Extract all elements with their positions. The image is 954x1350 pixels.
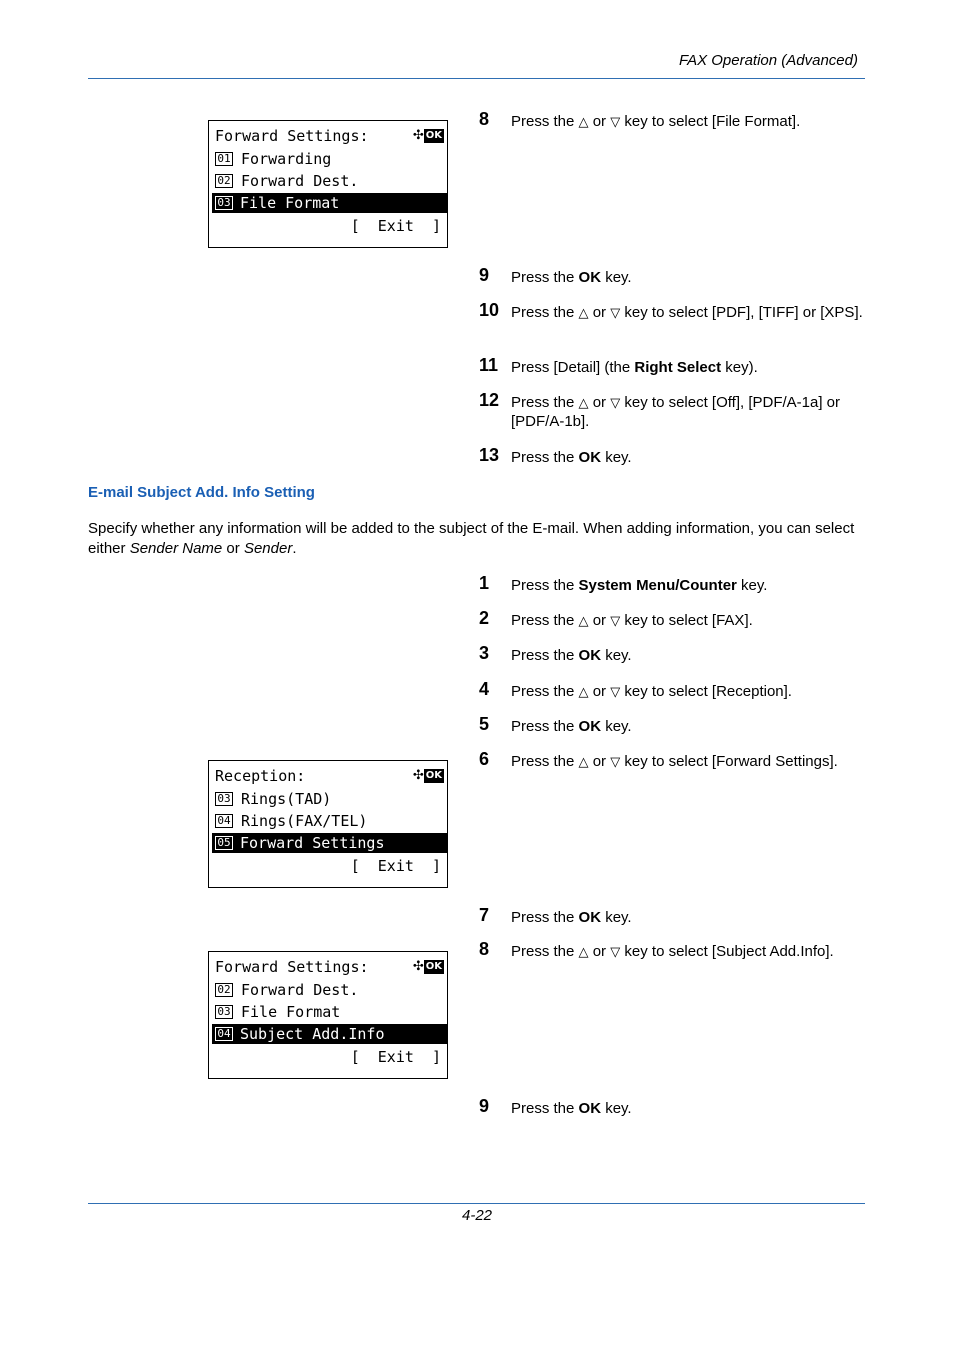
menu-item-label: Forward Dest.	[241, 172, 359, 190]
down-arrow-icon: ▽	[610, 114, 621, 129]
down-arrow-icon: ▽	[610, 684, 621, 699]
up-arrow-icon: △	[578, 114, 589, 129]
step-6: 6 Press the △ or ▽ key to select [Forward Settings].	[479, 749, 838, 770]
menu-item-label: Forward Settings	[240, 834, 385, 852]
item-number-badge: 03	[215, 1005, 233, 1019]
step-12-pdfa: 12 Press the △ or ▽ key to select [Off], [PDF/A-1a] or [PDF/A-1b].	[479, 390, 841, 430]
up-arrow-icon: △	[578, 754, 589, 769]
running-header: FAX Operation (Advanced)	[679, 52, 858, 69]
item-number-badge: 04	[215, 1027, 233, 1041]
up-arrow-icon: △	[578, 944, 589, 959]
down-arrow-icon: ▽	[610, 305, 621, 320]
down-arrow-icon: ▽	[610, 395, 621, 410]
navigation-icon: ✣	[412, 768, 424, 783]
lcd-screen-file-format	[208, 120, 448, 248]
item-number-badge: 01	[215, 152, 233, 166]
navigation-icon: ✣	[412, 959, 424, 974]
item-number-badge: 04	[215, 814, 233, 828]
lcd-title: Forward Settings:	[215, 127, 369, 145]
up-arrow-icon: △	[578, 684, 589, 699]
menu-item-label: File Format	[240, 194, 340, 212]
step-8-file-format: 8 Press the △ or ▽ key to select [File Format].	[479, 109, 801, 130]
menu-item-label: File Format	[241, 1003, 341, 1021]
step-7: 7 Press the OK key.	[479, 905, 632, 926]
lcd-title: Reception:	[215, 767, 306, 785]
lcd-screen-reception	[208, 760, 448, 888]
up-arrow-icon: △	[578, 395, 589, 410]
selected-menu-item	[212, 833, 447, 853]
exit-softkey: [ Exit ]	[350, 857, 441, 875]
exit-softkey: [ Exit ]	[350, 217, 441, 235]
item-number-badge: 03	[215, 792, 233, 806]
step-10-format: 10 Press the △ or ▽ key to select [PDF], [TIFF] or [XPS].	[479, 300, 863, 321]
item-number-badge: 02	[215, 983, 233, 997]
step-5: 5 Press the OK key.	[479, 714, 632, 735]
header-rule	[88, 78, 865, 79]
up-arrow-icon: △	[578, 613, 589, 628]
lcd-title: Forward Settings:	[215, 958, 369, 976]
step-9: 9 Press the OK key.	[479, 1096, 632, 1117]
menu-item-label: Subject Add.Info	[240, 1025, 385, 1043]
menu-item-label: Forwarding	[241, 150, 332, 168]
section-intro: Specify whether any information will be added to the subject of the E-mail. When adding information, you can select either Sender Name or Sender.	[88, 520, 855, 557]
item-number-badge: 03	[215, 196, 233, 210]
selected-menu-item	[212, 193, 447, 213]
step-1: 1 Press the System Menu/Counter key.	[479, 573, 768, 594]
page-number: 4-22	[461, 1207, 493, 1224]
step-13-ok: 13 Press the OK key.	[479, 445, 632, 466]
step-11-detail: 11 Press [Detail] (the Right Select key).	[479, 355, 758, 376]
step-8: 8 Press the △ or ▽ key to select [Subject Add.Info].	[479, 939, 834, 960]
ok-icon: OK	[425, 769, 442, 781]
footer-rule	[88, 1203, 865, 1204]
ok-icon: OK	[425, 129, 442, 141]
menu-item-label: Rings(FAX/TEL)	[241, 812, 368, 830]
down-arrow-icon: ▽	[610, 944, 621, 959]
exit-softkey: [ Exit ]	[350, 1048, 441, 1066]
down-arrow-icon: ▽	[610, 613, 621, 628]
step-3: 3 Press the OK key.	[479, 643, 632, 664]
item-number-badge: 02	[215, 174, 233, 188]
selected-menu-item	[212, 1024, 447, 1044]
navigation-icon: ✣	[412, 128, 424, 143]
section-heading: E-mail Subject Add. Info Setting	[88, 484, 315, 501]
item-number-badge: 05	[215, 836, 233, 850]
menu-item-label: Rings(TAD)	[241, 790, 332, 808]
lcd-screen-subject-add-info	[208, 951, 448, 1079]
menu-item-label: Forward Dest.	[241, 981, 359, 999]
step-9-ok: 9 Press the OK key.	[479, 265, 632, 286]
up-arrow-icon: △	[578, 305, 589, 320]
step-2: 2 Press the △ or ▽ key to select [FAX].	[479, 608, 753, 629]
down-arrow-icon: ▽	[610, 754, 621, 769]
ok-icon: OK	[425, 960, 442, 972]
step-4: 4 Press the △ or ▽ key to select [Reception].	[479, 679, 792, 700]
